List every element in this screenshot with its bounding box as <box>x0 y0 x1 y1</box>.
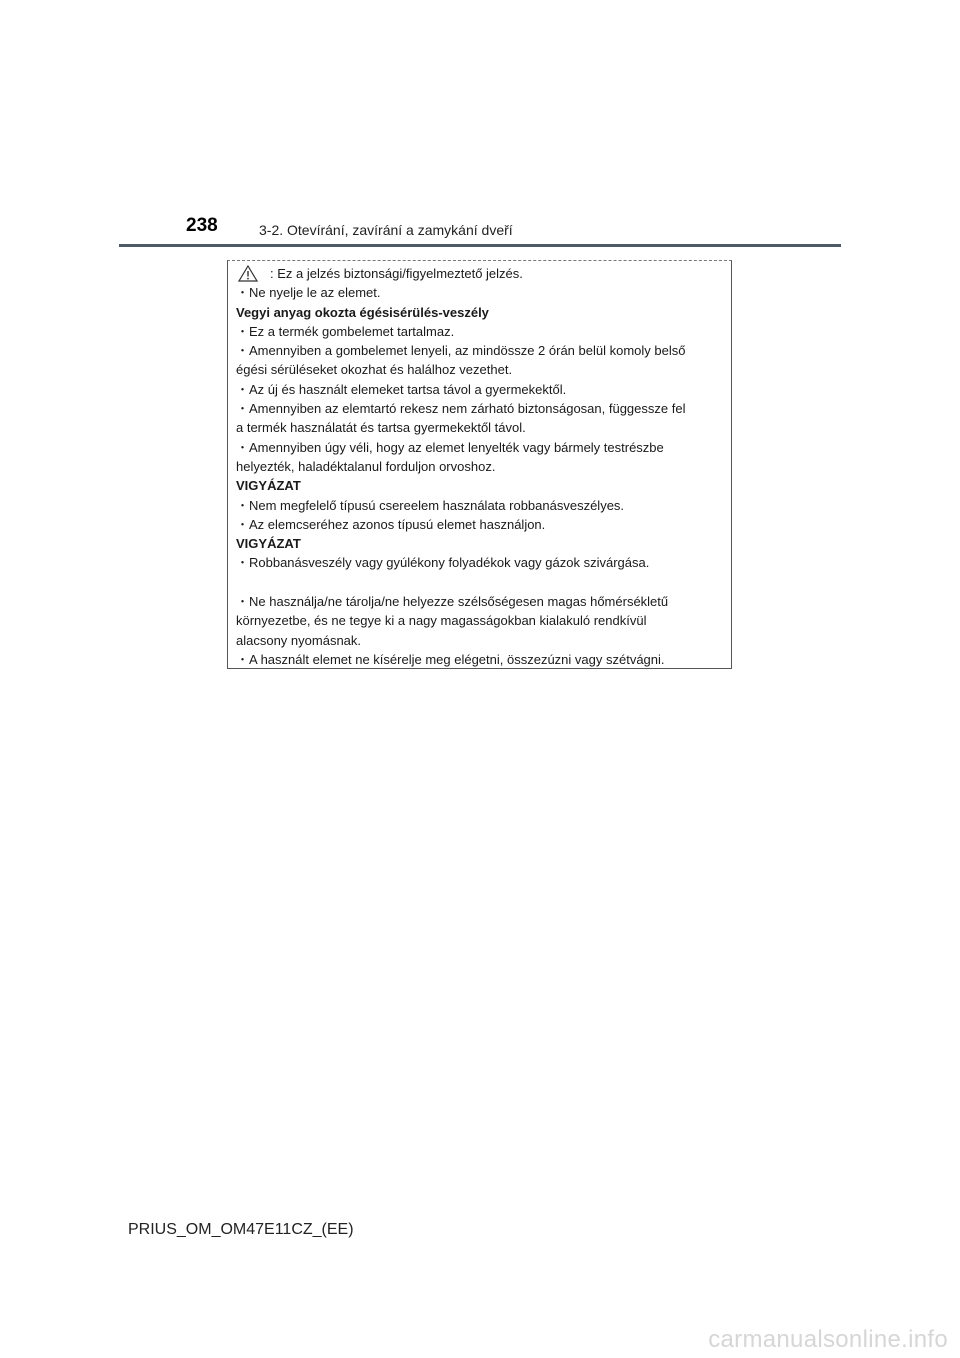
warning-text-line: ・A használt elemet ne kísérelje meg elégetni, összezúzni vagy szétvágni. <box>236 651 665 667</box>
warning-text-line: ・Ez a termék gombelemet tartalmaz. <box>236 323 455 339</box>
warning-text-line: a termék használatát és tartsa gyermekektől távol. <box>236 420 526 436</box>
warning-heading: Vegyi anyag okozta égésisérülés-veszély <box>236 304 489 320</box>
warning-text-line: égési sérüléseket okozhat és halálhoz vezethet. <box>236 362 513 378</box>
warning-text-line: ・Az elemcseréhez azonos típusú elemet használjon. <box>236 516 546 532</box>
warning-text-line: ・Robbanásveszély vagy gyúlékony folyadékok vagy gázok szivárgása. <box>236 555 650 571</box>
header-divider <box>119 244 841 247</box>
warning-heading: VIGYÁZAT <box>236 478 301 494</box>
document-code: PRIUS_OM_OM47E11CZ_(EE) <box>128 1221 354 1238</box>
warning-text-line: ・Nem megfelelő típusú csereelem használata robbanásveszélyes. <box>236 497 625 513</box>
warning-text-line: környezetbe, és ne tegye ki a nagy magasságokban kialakuló rendkívül <box>236 613 647 629</box>
warning-triangle-icon <box>238 265 258 282</box>
warning-text-line: ・Az új és használt elemeket tartsa távol a gyermekektől. <box>236 381 567 397</box>
battery-warning-box <box>227 260 732 669</box>
warning-text-line <box>236 573 723 592</box>
warning-text-line: alacsony nyomásnak. <box>236 632 362 648</box>
warning-text-line: ・Ne használja/ne tárolja/ne helyezze szélsőségesen magas hőmérsékletű <box>236 594 669 610</box>
watermark: carmanualsonline.info <box>708 1326 948 1353</box>
warning-text-lines <box>236 283 723 669</box>
warning-text-line: ・Amennyiben az elemtartó rekesz nem zárható biztonságosan, függessze fel <box>236 401 686 417</box>
warning-legend-text: : Ez a jelzés biztonsági/figyelmeztető jelzés. <box>270 266 523 281</box>
warning-text-line: ・Ne nyelje le az elemet. <box>236 285 381 301</box>
page-number: 238 <box>186 215 218 236</box>
warning-heading: VIGYÁZAT <box>236 536 301 552</box>
section-title: 3-2. Otevírání, zavírání a zamykání dveří <box>259 222 513 238</box>
warning-legend <box>236 264 723 283</box>
warning-text-line: helyezték, haladéktalanul forduljon orvoshoz. <box>236 458 496 474</box>
warning-text-line: ・Amennyiben úgy véli, hogy az elemet lenyelték vagy bármely testrészbe <box>236 439 664 455</box>
warning-text-line: ・Amennyiben a gombelemet lenyeli, az mindössze 2 órán belül komoly belső <box>236 343 686 359</box>
